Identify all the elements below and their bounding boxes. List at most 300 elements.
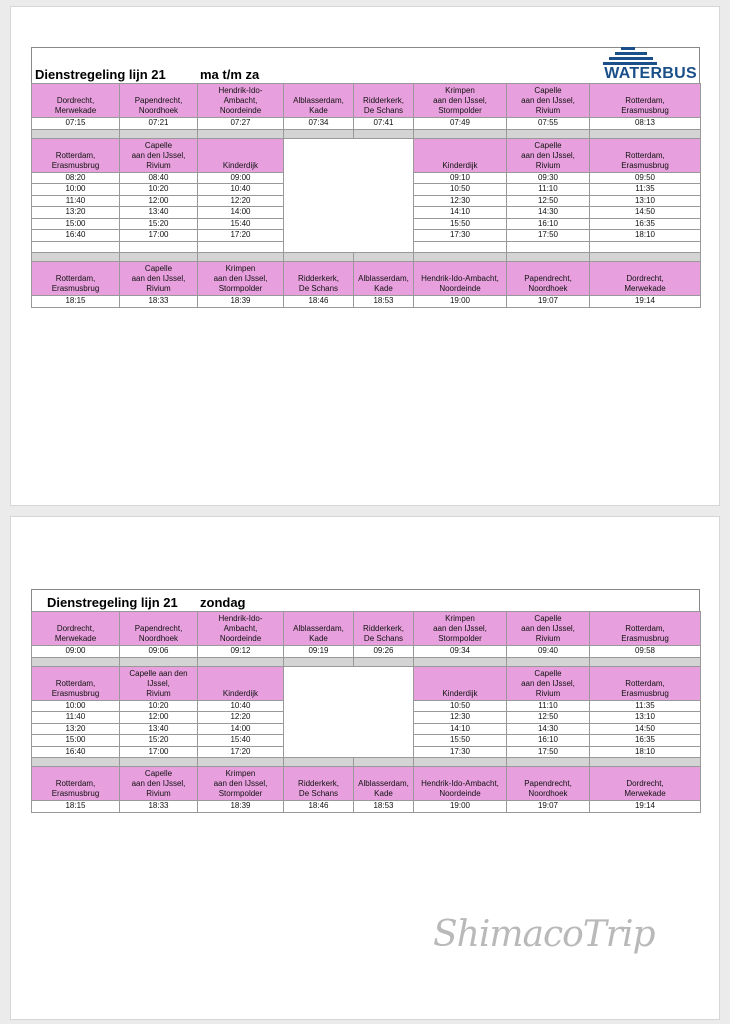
stop-header xyxy=(507,84,590,118)
departure-time: 10:40 xyxy=(198,184,284,196)
departure-time: 16:35 xyxy=(590,218,701,230)
departure-time: 10:00 xyxy=(32,700,120,712)
stop-header xyxy=(32,666,120,700)
departure-time: 08:20 xyxy=(32,172,120,184)
stop-name-line: Hendrik-Ido- xyxy=(218,86,263,95)
stop-name-line: Merwekade xyxy=(624,789,666,798)
stop-header xyxy=(414,84,507,118)
stop-name-line: Stormpolder xyxy=(218,789,263,798)
stop-header xyxy=(414,767,507,801)
stop-name-line: Rivium xyxy=(146,284,171,293)
stop-name-line: Krimpen xyxy=(225,769,256,778)
timetable-sheet xyxy=(31,47,700,308)
stop-header xyxy=(414,138,507,172)
departure-time: 10:00 xyxy=(32,184,120,196)
title-row xyxy=(31,47,700,83)
departure-time: 11:40 xyxy=(32,195,120,207)
departure-time: 07:15 xyxy=(32,118,120,130)
stop-name-line: Hendrik-Ido-Ambacht, xyxy=(421,779,499,788)
departure-time: 09:34 xyxy=(414,646,507,658)
title-row xyxy=(31,589,700,611)
schedule-page-weekday xyxy=(10,6,720,506)
stop-name-line: Capelle xyxy=(534,140,562,150)
stop-name-line: Rivium xyxy=(146,789,171,798)
departure-time: 14:30 xyxy=(507,723,590,735)
stop-name-line: Rotterdam, xyxy=(625,624,665,633)
departure-time: 12:20 xyxy=(198,712,284,724)
departure-time: 15:20 xyxy=(120,218,198,230)
separator-cell xyxy=(32,758,120,767)
departure-time: 12:30 xyxy=(414,712,507,724)
departure-time: 18:39 xyxy=(198,801,284,813)
stop-name-line: Capelle xyxy=(144,264,173,273)
stop-name-line: Merwekade xyxy=(624,284,666,293)
stop-name-line: Capelle xyxy=(534,668,562,678)
stop-header xyxy=(590,767,701,801)
stop-name-line: aan den IJssel, xyxy=(433,624,487,633)
departure-time: 13:10 xyxy=(590,712,701,724)
departure-time: 18:15 xyxy=(32,296,120,308)
departure-time: 15:20 xyxy=(120,735,198,747)
stop-name-line: Erasmusbrug xyxy=(621,634,669,643)
header-row xyxy=(32,84,701,118)
departure-time: 12:00 xyxy=(120,195,198,207)
stop-name-line: Rotterdam, xyxy=(55,150,96,160)
departure-time xyxy=(198,241,284,253)
stop-name-line: aan den IJssel, xyxy=(131,274,186,283)
stop-name-line: Ambacht, xyxy=(223,624,258,633)
timetable-days: ma t/m za xyxy=(200,67,260,82)
timetable-days: zondag xyxy=(200,595,246,610)
separator-row xyxy=(32,758,701,767)
stop-header xyxy=(198,138,284,172)
timetable xyxy=(31,83,701,308)
stop-name-line: Krimpen xyxy=(445,86,475,95)
departure-time: 09:26 xyxy=(354,646,414,658)
departure-time: 14:10 xyxy=(414,207,507,219)
departure-time: 18:53 xyxy=(354,801,414,813)
stop-name-line: De Schans xyxy=(363,106,404,115)
stop-name-line: Alblasserdam, xyxy=(293,624,344,633)
header-row xyxy=(32,138,701,172)
departure-time: 11:10 xyxy=(507,700,590,712)
stop-header xyxy=(198,612,284,646)
departure-time: 10:20 xyxy=(120,184,198,196)
stop-name-line: Rotterdam, xyxy=(625,678,665,688)
table-row xyxy=(32,118,701,130)
departure-time: 17:20 xyxy=(198,746,284,758)
departure-time xyxy=(590,241,701,253)
stop-name-line: aan den IJssel, xyxy=(521,96,575,105)
departure-time: 11:40 xyxy=(32,712,120,724)
stop-name-line: De Schans xyxy=(298,284,339,293)
departure-time: 14:00 xyxy=(198,207,284,219)
stop-header xyxy=(120,84,198,118)
timetable-sheet xyxy=(31,589,700,813)
stop-name-line: Stormpolder xyxy=(438,634,482,643)
separator-cell xyxy=(354,253,414,262)
separator-cell xyxy=(198,758,284,767)
departure-time: 08:40 xyxy=(120,172,198,184)
stop-name-line: Noordhoek xyxy=(528,284,568,293)
stop-header xyxy=(32,612,120,646)
table-row xyxy=(32,296,701,308)
stop-header xyxy=(590,84,701,118)
stop-name-line: De Schans xyxy=(298,789,339,798)
departure-time: 07:21 xyxy=(120,118,198,130)
stop-name-line: Rotterdam, xyxy=(625,150,665,160)
stop-name-line: Kade xyxy=(309,634,328,643)
stop-name-line: Papendrecht, xyxy=(134,96,183,105)
stop-name-line: Rivium xyxy=(535,106,561,115)
stop-name-line: Kade xyxy=(374,284,393,293)
stop-name-line: Dordrecht, xyxy=(56,624,95,633)
separator-cell xyxy=(120,758,198,767)
departure-time: 17:20 xyxy=(198,230,284,242)
departure-time: 14:00 xyxy=(198,723,284,735)
departure-time: 15:40 xyxy=(198,735,284,747)
departure-time: 13:10 xyxy=(590,195,701,207)
blank-block xyxy=(284,138,414,253)
stop-name-line: Alblasserdam, xyxy=(358,779,409,788)
departure-time: 07:27 xyxy=(198,118,284,130)
waterbus-logo xyxy=(587,46,697,84)
departure-time: 09:40 xyxy=(507,646,590,658)
stop-name-line: Papendrecht, xyxy=(134,624,183,633)
timetable-title: Dienstregeling lijn 21 xyxy=(47,595,178,610)
stop-name-line: Alblasserdam, xyxy=(358,274,409,283)
separator-cell xyxy=(414,758,507,767)
separator-cell xyxy=(590,758,701,767)
departure-time: 12:00 xyxy=(120,712,198,724)
departure-time: 09:58 xyxy=(590,646,701,658)
stop-name-line: Capelle aan den xyxy=(129,668,188,678)
separator-cell xyxy=(120,253,198,262)
stop-name-line: Hendrik-Ido-Ambacht, xyxy=(421,274,499,283)
departure-time: 18:39 xyxy=(198,296,284,308)
separator-cell xyxy=(120,657,198,666)
stop-name-line: Rotterdam, xyxy=(55,678,96,688)
stop-header xyxy=(590,666,701,700)
stop-name-line: aan den IJssel, xyxy=(213,274,268,283)
departure-time: 15:50 xyxy=(414,735,507,747)
stop-name-line: Rivium xyxy=(146,688,171,698)
separator-cell xyxy=(507,657,590,666)
stop-name-line: Kinderdijk xyxy=(442,688,478,698)
departure-time: 16:10 xyxy=(507,218,590,230)
departure-time: 13:20 xyxy=(32,723,120,735)
stop-name-line: Ridderkerk, xyxy=(298,779,339,788)
stop-name-line: Ambacht, xyxy=(223,96,258,105)
stop-name-line: Hendrik-Ido- xyxy=(218,614,263,623)
departure-time: 09:30 xyxy=(507,172,590,184)
departure-time: 11:35 xyxy=(590,184,701,196)
separator-cell xyxy=(354,129,414,138)
departure-time: 12:50 xyxy=(507,195,590,207)
departure-time: 14:30 xyxy=(507,207,590,219)
separator-cell xyxy=(284,657,354,666)
stop-name-line: Kade xyxy=(309,106,328,115)
separator-cell xyxy=(590,129,701,138)
stop-name-line: Kinderdijk xyxy=(222,688,259,698)
departure-time: 19:07 xyxy=(507,296,590,308)
separator-row xyxy=(32,657,701,666)
separator-cell xyxy=(507,129,590,138)
stop-name-line: Erasmusbrug xyxy=(51,160,100,170)
departure-time: 11:10 xyxy=(507,184,590,196)
stop-header xyxy=(120,138,198,172)
departure-time: 15:40 xyxy=(198,218,284,230)
departure-time: 13:40 xyxy=(120,207,198,219)
departure-time: 12:20 xyxy=(198,195,284,207)
separator-cell xyxy=(414,657,507,666)
departure-time: 13:20 xyxy=(32,207,120,219)
header-row xyxy=(32,767,701,801)
departure-time xyxy=(414,241,507,253)
separator-cell xyxy=(32,129,120,138)
stop-header xyxy=(32,138,120,172)
separator-cell xyxy=(120,129,198,138)
stop-header xyxy=(590,262,701,296)
stop-name-line: Kinderdijk xyxy=(442,160,478,170)
stop-name-line: Rotterdam, xyxy=(625,96,665,105)
table-row xyxy=(32,646,701,658)
logo-wordmark: WATERBUS xyxy=(604,65,697,82)
stop-name-line: Erasmusbrug xyxy=(51,789,100,798)
stop-header xyxy=(507,262,590,296)
stop-header xyxy=(284,262,354,296)
separator-cell xyxy=(284,253,354,262)
departure-time: 09:00 xyxy=(32,646,120,658)
stop-header xyxy=(120,666,198,700)
stop-header xyxy=(198,262,284,296)
departure-time: 17:00 xyxy=(120,746,198,758)
separator-cell xyxy=(507,758,590,767)
departure-time: 10:50 xyxy=(414,700,507,712)
stop-header xyxy=(120,612,198,646)
stop-name-line: Erasmusbrug xyxy=(621,106,669,115)
departure-time: 16:40 xyxy=(32,746,120,758)
stop-name-line: Ridderkerk, xyxy=(363,96,404,105)
stop-name-line: Rotterdam, xyxy=(55,779,96,788)
stop-header xyxy=(198,84,284,118)
departure-time: 13:40 xyxy=(120,723,198,735)
stop-header xyxy=(354,84,414,118)
departure-time: 09:00 xyxy=(198,172,284,184)
stop-name-line: Erasmusbrug xyxy=(51,284,100,293)
stop-header xyxy=(198,666,284,700)
separator-cell xyxy=(414,253,507,262)
stop-name-line: Dordrecht, xyxy=(626,779,664,788)
separator-cell xyxy=(590,253,701,262)
separator-cell xyxy=(354,758,414,767)
stop-name-line: Ridderkerk, xyxy=(363,624,404,633)
stop-name-line: Noordhoek xyxy=(138,106,179,115)
departure-time: 14:10 xyxy=(414,723,507,735)
departure-time: 17:00 xyxy=(120,230,198,242)
departure-time: 07:49 xyxy=(414,118,507,130)
departure-time: 10:40 xyxy=(198,700,284,712)
departure-time xyxy=(120,241,198,253)
departure-time xyxy=(507,241,590,253)
departure-time: 18:46 xyxy=(284,801,354,813)
separator-cell xyxy=(198,253,284,262)
header-row xyxy=(32,666,701,700)
watermark-text: ShimacoTrip xyxy=(433,914,655,955)
stop-name-line: aan den IJssel, xyxy=(521,624,575,633)
stop-name-line: De Schans xyxy=(363,634,404,643)
stop-name-line: Rivium xyxy=(146,160,171,170)
departure-time: 18:33 xyxy=(120,801,198,813)
departure-time: 17:30 xyxy=(414,230,507,242)
stop-name-line: Capelle xyxy=(144,769,173,778)
departure-time: 09:50 xyxy=(590,172,701,184)
stop-name-line: Papendrecht, xyxy=(524,779,572,788)
departure-time: 19:14 xyxy=(590,801,701,813)
stop-header xyxy=(590,612,701,646)
stop-header xyxy=(414,612,507,646)
stop-header xyxy=(120,262,198,296)
stop-name-line: aan den IJssel, xyxy=(213,779,268,788)
separator-cell xyxy=(32,253,120,262)
separator-cell xyxy=(354,657,414,666)
departure-time: 15:00 xyxy=(32,218,120,230)
departure-time: 15:50 xyxy=(414,218,507,230)
stop-name-line: Rotterdam, xyxy=(55,274,96,283)
stop-name-line: aan den IJssel, xyxy=(521,678,575,688)
stop-name-line: Capelle xyxy=(534,614,562,623)
stop-name-line: Noordhoek xyxy=(528,789,568,798)
stop-name-line: aan den IJssel, xyxy=(131,779,186,788)
departure-time: 09:19 xyxy=(284,646,354,658)
departure-time: 14:50 xyxy=(590,723,701,735)
departure-time: 18:10 xyxy=(590,746,701,758)
stop-name-line: Alblasserdam, xyxy=(293,96,344,105)
departure-time: 07:41 xyxy=(354,118,414,130)
stop-name-line: aan den IJssel, xyxy=(521,150,575,160)
departure-time: 19:00 xyxy=(414,801,507,813)
stop-name-line: Dordrecht, xyxy=(626,274,664,283)
stop-header xyxy=(120,767,198,801)
departure-time: 16:40 xyxy=(32,230,120,242)
separator-cell xyxy=(198,129,284,138)
stop-name-line: Dordrecht, xyxy=(56,96,95,105)
timetable-body xyxy=(32,612,701,813)
stop-header xyxy=(32,262,120,296)
separator-cell xyxy=(32,657,120,666)
departure-time: 17:30 xyxy=(414,746,507,758)
stop-name-line: Rivium xyxy=(535,688,561,698)
departure-time: 15:00 xyxy=(32,735,120,747)
departure-time: 12:50 xyxy=(507,712,590,724)
stop-name-line: Noordhoek xyxy=(138,634,179,643)
stop-header xyxy=(354,612,414,646)
separator-cell xyxy=(414,129,507,138)
departure-time: 18:33 xyxy=(120,296,198,308)
stop-name-line: Capelle xyxy=(144,140,173,150)
stop-name-line: Erasmusbrug xyxy=(51,688,100,698)
stop-header xyxy=(507,666,590,700)
stop-header xyxy=(414,666,507,700)
departure-time: 17:50 xyxy=(507,230,590,242)
departure-time: 18:46 xyxy=(284,296,354,308)
departure-time: 09:10 xyxy=(414,172,507,184)
stop-name-line: Erasmusbrug xyxy=(621,160,669,170)
stop-name-line: Noordeinde xyxy=(219,634,262,643)
stop-name-line: Papendrecht, xyxy=(524,274,572,283)
timetable xyxy=(31,611,701,813)
stop-name-line: Noordeinde xyxy=(219,106,262,115)
departure-time: 07:34 xyxy=(284,118,354,130)
departure-time: 18:53 xyxy=(354,296,414,308)
stop-header xyxy=(284,612,354,646)
departure-time: 10:50 xyxy=(414,184,507,196)
departure-time: 17:50 xyxy=(507,746,590,758)
stop-name-line: Rivium xyxy=(535,634,561,643)
departure-time: 19:14 xyxy=(590,296,701,308)
stop-name-line: Stormpolder xyxy=(438,106,482,115)
departure-time: 09:06 xyxy=(120,646,198,658)
stop-header xyxy=(590,138,701,172)
departure-time: 10:20 xyxy=(120,700,198,712)
stop-header xyxy=(198,767,284,801)
stop-name-line: Stormpolder xyxy=(218,284,263,293)
departure-time: 12:30 xyxy=(414,195,507,207)
departure-time: 09:12 xyxy=(198,646,284,658)
departure-time: 08:13 xyxy=(590,118,701,130)
separator-row xyxy=(32,253,701,262)
stop-header xyxy=(284,767,354,801)
stop-name-line: Rivium xyxy=(535,160,561,170)
stop-name-line: Noordeinde xyxy=(439,284,481,293)
stop-header xyxy=(507,612,590,646)
departure-time: 18:10 xyxy=(590,230,701,242)
separator-cell xyxy=(198,657,284,666)
departure-time: 19:00 xyxy=(414,296,507,308)
header-row xyxy=(32,612,701,646)
separator-cell xyxy=(507,253,590,262)
separator-cell xyxy=(590,657,701,666)
separator-cell xyxy=(284,758,354,767)
departure-time: 11:35 xyxy=(590,700,701,712)
stop-header xyxy=(507,767,590,801)
stop-name-line: IJssel, xyxy=(147,678,170,688)
stop-header xyxy=(354,767,414,801)
stop-name-line: aan den IJssel, xyxy=(433,96,487,105)
table-row xyxy=(32,801,701,813)
stop-name-line: Noordeinde xyxy=(439,789,481,798)
departure-time: 07:55 xyxy=(507,118,590,130)
departure-time: 14:50 xyxy=(590,207,701,219)
stop-name-line: Krimpen xyxy=(445,614,475,623)
separator-cell xyxy=(284,129,354,138)
stop-name-line: Ridderkerk, xyxy=(298,274,339,283)
departure-time: 16:10 xyxy=(507,735,590,747)
departure-time: 16:35 xyxy=(590,735,701,747)
stop-header xyxy=(354,262,414,296)
departure-time: 18:15 xyxy=(32,801,120,813)
departure-time: 19:07 xyxy=(507,801,590,813)
blank-block xyxy=(284,666,414,758)
header-row xyxy=(32,262,701,296)
stop-name-line: Erasmusbrug xyxy=(621,688,669,698)
stop-name-line: aan den IJssel, xyxy=(131,150,186,160)
stop-header xyxy=(32,84,120,118)
timetable-body xyxy=(32,84,701,308)
stop-name-line: Kade xyxy=(374,789,393,798)
watermark xyxy=(433,908,663,974)
stop-header xyxy=(284,84,354,118)
